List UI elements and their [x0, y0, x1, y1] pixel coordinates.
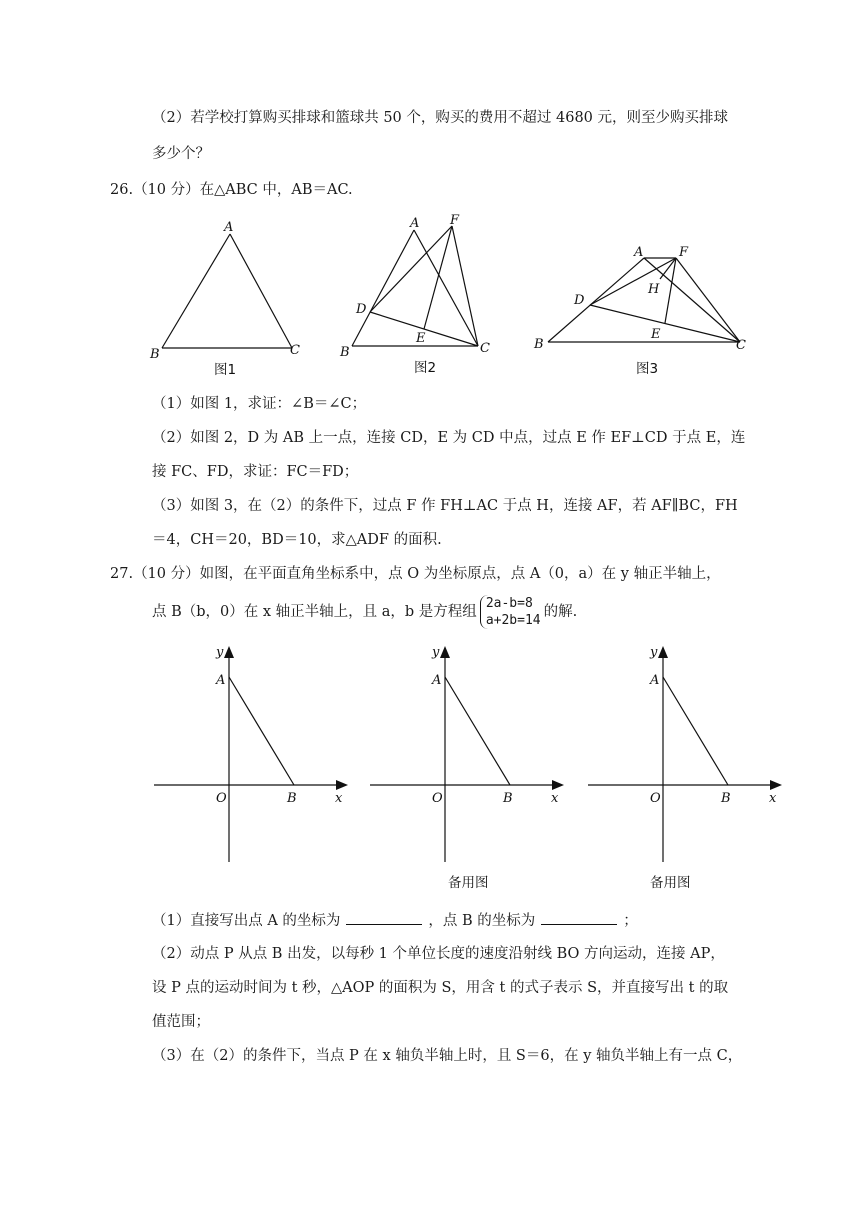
q26-figure-1: [140, 212, 310, 384]
fig3-caption: 图3: [636, 361, 659, 377]
q26-part1: （1）如图 1，求证：∠B＝∠C；: [152, 396, 367, 412]
fig6-label-a: A: [650, 673, 660, 688]
equation-1: 2a-b=8: [485, 596, 533, 611]
fig3-segment-fc: [676, 258, 740, 342]
q26-number: 26.: [110, 182, 134, 198]
fig3-segment-df: [590, 258, 676, 305]
q27-coordinate-figure-3: [584, 640, 794, 895]
fig3-segment-fh: [660, 258, 676, 279]
fig3-label-b: B: [534, 337, 544, 352]
fig4-label-a: A: [216, 673, 226, 688]
fig3-label-c: C: [736, 338, 746, 353]
fig5-label-b: B: [503, 791, 513, 806]
q26-part2-line2: 接 FC、FD，求证：FC＝FD；: [152, 464, 359, 480]
fig5-label-o: O: [432, 791, 443, 806]
q27-header-line1: [110, 564, 721, 584]
q26-part3-line1: （3）如图 3，在（2）的条件下，过点 F 作 FH⊥AC 于点 H，连接 AF，若 AF∥BC，FH: [152, 498, 738, 514]
q25-part2-line1: （2）若学校打算购买排球和篮球共 50 个，购买的费用不超过 4680 元，则至少购买排球: [152, 110, 729, 126]
fig6-segment-ab: [663, 677, 728, 785]
fig2-caption: 图2: [414, 360, 437, 376]
fig1-side-ab: [162, 234, 230, 348]
q27-coordinate-figure-1: [150, 640, 360, 870]
fig6-label-y: y: [650, 645, 658, 660]
q27-part1: [152, 910, 638, 931]
fig4-x-arrow: [336, 780, 348, 790]
fig5-label-a: A: [432, 673, 442, 688]
q26-figure-3: [526, 236, 756, 384]
q27-part2-line1: （2）动点 P 从点 B 出发，以每秒 1 个单位长度的速度沿射线 BO 方向运动，连接 AP，: [152, 946, 725, 962]
fig6-label-o: O: [650, 791, 661, 806]
fig2-label-f: F: [450, 213, 460, 228]
fig2-segment-fc: [452, 226, 478, 346]
q27-part1-end: ；: [623, 913, 638, 929]
fig5-segment-ab: [445, 677, 510, 785]
q27-header-text: （10 分）如图，在平面直角坐标系中，点 O 为坐标原点，点 A（0，a）在 y 轴正半轴上，: [133, 566, 721, 582]
q27-number: 27.: [110, 566, 134, 582]
fig3-label-e: E: [651, 327, 661, 342]
q26-part3-line2: ＝4，CH＝20，BD＝10，求△ADF 的面积.: [152, 532, 442, 548]
q27-part2-line3: 值范围；: [152, 1014, 210, 1030]
fig4-label-y: y: [216, 645, 224, 660]
fig1-label-a: A: [224, 220, 234, 235]
fig6-y-arrow: [658, 646, 668, 658]
answer-blank-b[interactable]: [541, 910, 617, 925]
fig5-label-y: y: [432, 645, 440, 660]
q27-header-line2-pre: 点 B（b，0）在 x 轴正半轴上，且 a，b 是方程组: [152, 604, 477, 620]
fig4-y-arrow: [224, 646, 234, 658]
fig1-label-c: C: [290, 343, 300, 358]
answer-blank-a[interactable]: [346, 910, 422, 925]
fig6-label-x: x: [769, 791, 777, 806]
q27-header-line2: [152, 592, 577, 632]
fig4-label-b: B: [287, 791, 297, 806]
q27-part2-line2: 设 P 点的运动时间为 t 秒，△AOP 的面积为 S，用含 t 的式子表示 S，并直接写出 t 的取: [152, 980, 729, 996]
q26-header: [110, 180, 353, 200]
q26-figure-2: [330, 208, 510, 384]
fig5-caption: 备用图: [448, 875, 489, 891]
fig3-label-d: D: [574, 293, 585, 308]
q26-part2-line1: （2）如图 2，D 为 AB 上一点，连接 CD，E 为 CD 中点，过点 E 作 EF⊥CD 于点 E，连: [152, 430, 746, 446]
fig5-y-arrow: [440, 646, 450, 658]
fig2-label-e: E: [416, 331, 426, 346]
fig6-caption: 备用图: [650, 875, 691, 891]
fig5-x-arrow: [552, 780, 564, 790]
fig4-label-x: x: [335, 791, 343, 806]
equation-2: a+2b=14: [485, 613, 541, 628]
fig2-label-c: C: [480, 341, 490, 356]
fig1-caption: 图1: [214, 362, 237, 378]
q27-part3: （3）在（2）的条件下，当点 P 在 x 轴负半轴上时，且 S＝6，在 y 轴负半轴上有一点 C，: [152, 1048, 743, 1064]
fig6-label-b: B: [721, 791, 731, 806]
q27-part1-pre: （1）直接写出点 A 的坐标为: [152, 913, 341, 929]
fig4-label-o: O: [216, 791, 227, 806]
fig4-segment-ab: [229, 677, 294, 785]
equation-system: [480, 595, 541, 629]
fig2-label-b: B: [340, 345, 350, 360]
fig3-side-ab: [548, 258, 644, 342]
q27-coordinate-figure-2: [366, 640, 576, 895]
q27-part1-mid: ，点 B 的坐标为: [428, 913, 536, 929]
fig2-side-ab: [352, 230, 414, 346]
fig1-side-ac: [230, 234, 292, 348]
fig5-label-x: x: [551, 791, 559, 806]
fig6-x-arrow: [770, 780, 782, 790]
fig3-label-f: F: [679, 245, 689, 260]
q27-header-line2-post: 的解.: [543, 604, 578, 620]
fig3-segment-dc: [590, 305, 740, 342]
fig3-segment-fe: [665, 258, 676, 323]
fig2-label-a: A: [410, 216, 420, 231]
fig3-label-h: H: [648, 282, 660, 297]
fig1-label-b: B: [150, 347, 160, 362]
q26-header-text: （10 分）在△ABC 中，AB＝AC.: [133, 182, 353, 198]
q25-part2-line2: 多少个？: [152, 146, 210, 162]
fig3-label-a: A: [634, 245, 644, 260]
fig2-label-d: D: [356, 302, 367, 317]
